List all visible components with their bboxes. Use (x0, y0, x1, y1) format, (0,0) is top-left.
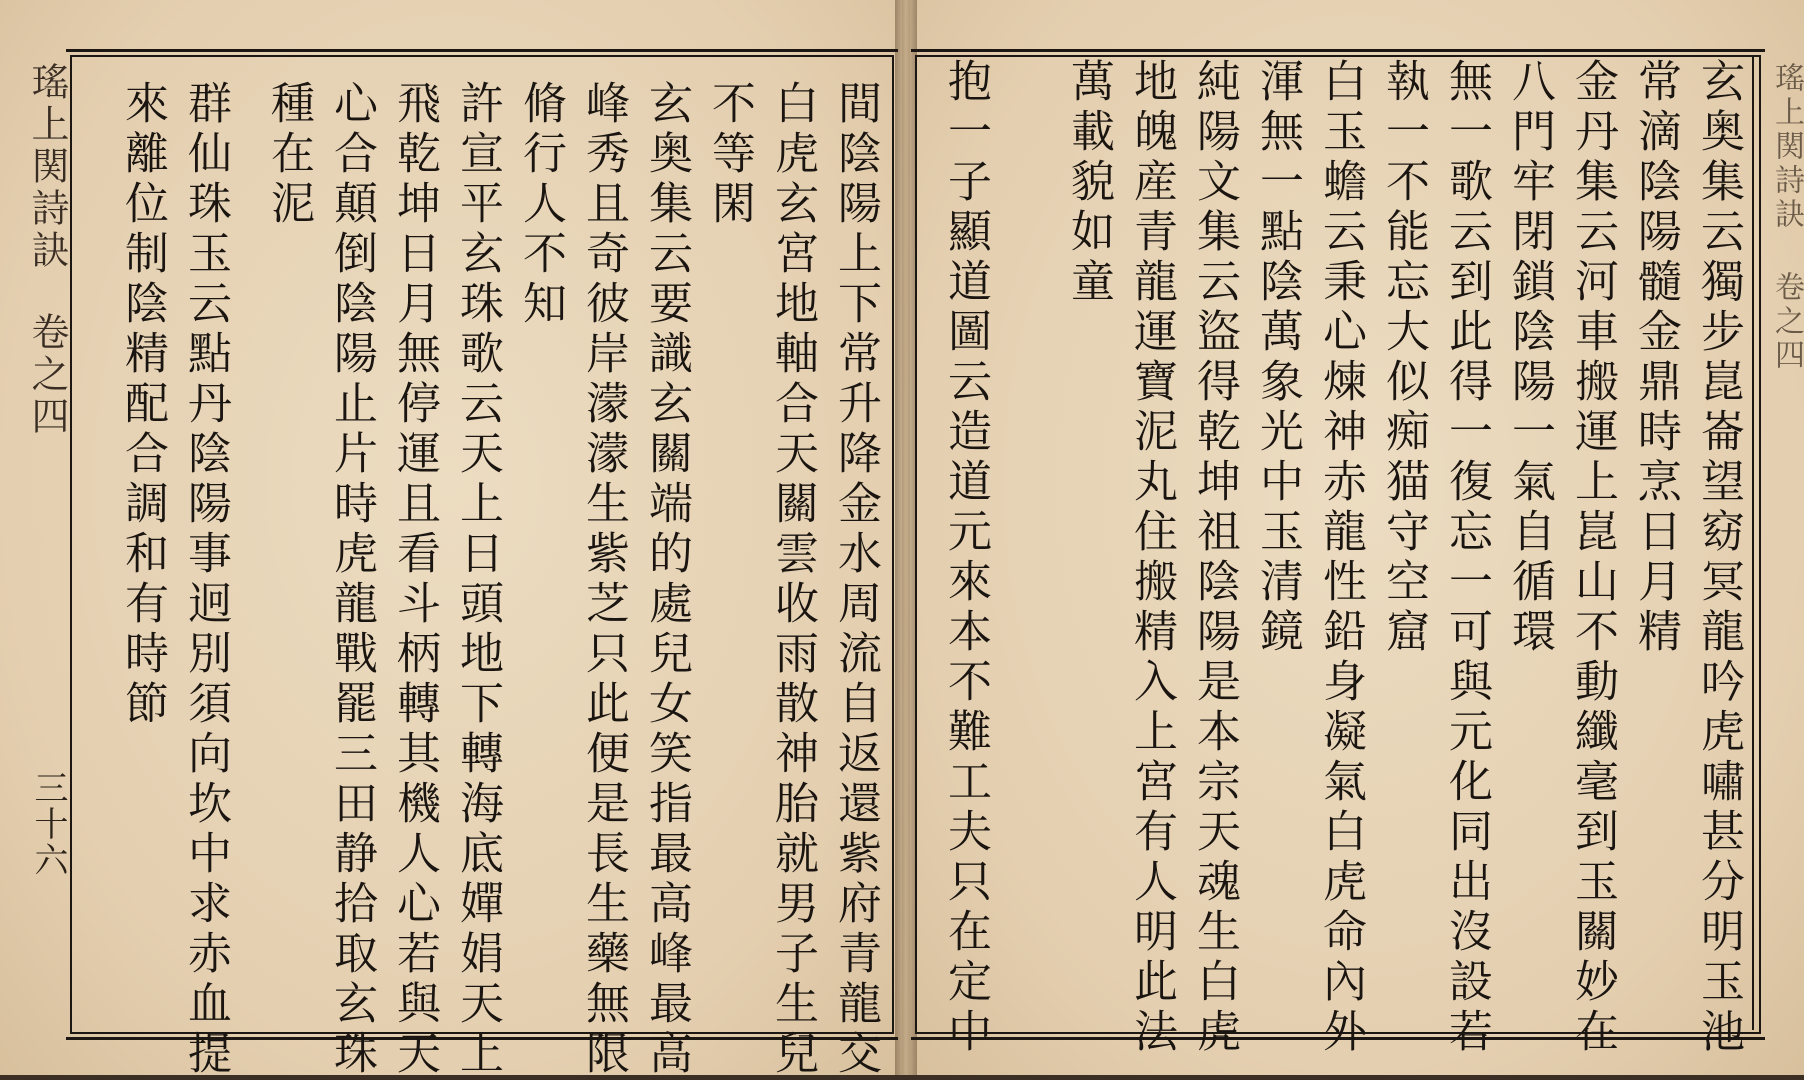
book-volume-label: 卷之四 (25, 312, 69, 438)
right-col-11: 萬載貌如童 (1063, 58, 1114, 308)
left-col-12: 來離位制陰精配合調和有時節 (117, 80, 168, 730)
right-col-3: 金丹集云河車搬運上崑山不動纖毫到玉關妙在 (1567, 58, 1618, 1058)
left-edge-title-column (20, 62, 75, 622)
book-gutter (895, 0, 917, 1075)
left-col-1: 間陰陽上下常升降金水周流自返還紫府青龍交 (830, 80, 881, 1080)
left-col-2: 白虎玄宮地軸合天關雲收雨散神胎就男子生兒 (767, 80, 818, 1080)
right-edge-fragment: 瑤上関詩訣 卷之四 (1769, 62, 1804, 373)
right-col-8: 渾無一點陰萬象光中玉清鏡 (1252, 58, 1303, 658)
right-page-divider (1752, 55, 1754, 1030)
right-col-7: 白玉蟾云秉心煉神赤龍性鉛身凝氣白虎命內外 (1315, 58, 1366, 1058)
right-col-1: 玄奥集云獨步崑崙望窈冥龍吟虎嘯甚分明玉池 (1693, 58, 1744, 1058)
left-col-11: 群仙珠玉云點丹陰陽事迥別須向坎中求赤血提 (180, 80, 231, 1080)
folio-number: 三十六 (28, 770, 68, 878)
right-col-4: 八門牢閉鎖陰陽一氣自循環 (1504, 58, 1555, 658)
left-col-8: 飛乾坤日月無停運且看斗柄轉其機人心若與天 (389, 80, 440, 1080)
left-col-5: 峰秀且奇彼岸濛濛生紫芝只此便是長生藥無限 (578, 80, 629, 1080)
left-col-7: 許宣平玄珠歌云天上日頭地下轉海底嬋娟天上 (452, 80, 503, 1080)
right-col-9: 純陽文集云盜得乾坤祖陰陽是本宗天魂生白虎 (1189, 58, 1240, 1058)
left-col-6: 脩行人不知 (515, 80, 566, 330)
right-col-10: 地魄産青龍運寶泥丸住搬精入上宮有人明此法 (1126, 58, 1177, 1058)
right-col-6: 執一不能忘大似痴猫守空窟 (1378, 58, 1429, 658)
left-col-3: 不等閑 (704, 80, 755, 230)
right-col-12: 抱一子顯道圖云造道元來本不難工夫只在定中 (940, 58, 991, 1058)
left-col-4: 玄奥集云要識玄關端的處兒女笑指最高峰最高 (641, 80, 692, 1080)
left-col-9: 心合顛倒陰陽止片時虎龍戰罷三田静拾取玄珠 (326, 80, 377, 1080)
left-col-10: 種在泥 (263, 80, 314, 230)
right-col-2: 常滴陰陽髓金鼎時烹日月精 (1630, 58, 1681, 658)
book-edge-title: 瑤上関詩訣 (25, 62, 69, 272)
right-col-5: 無一歌云到此得一復忘一可與元化同出沒設若 (1441, 58, 1492, 1058)
